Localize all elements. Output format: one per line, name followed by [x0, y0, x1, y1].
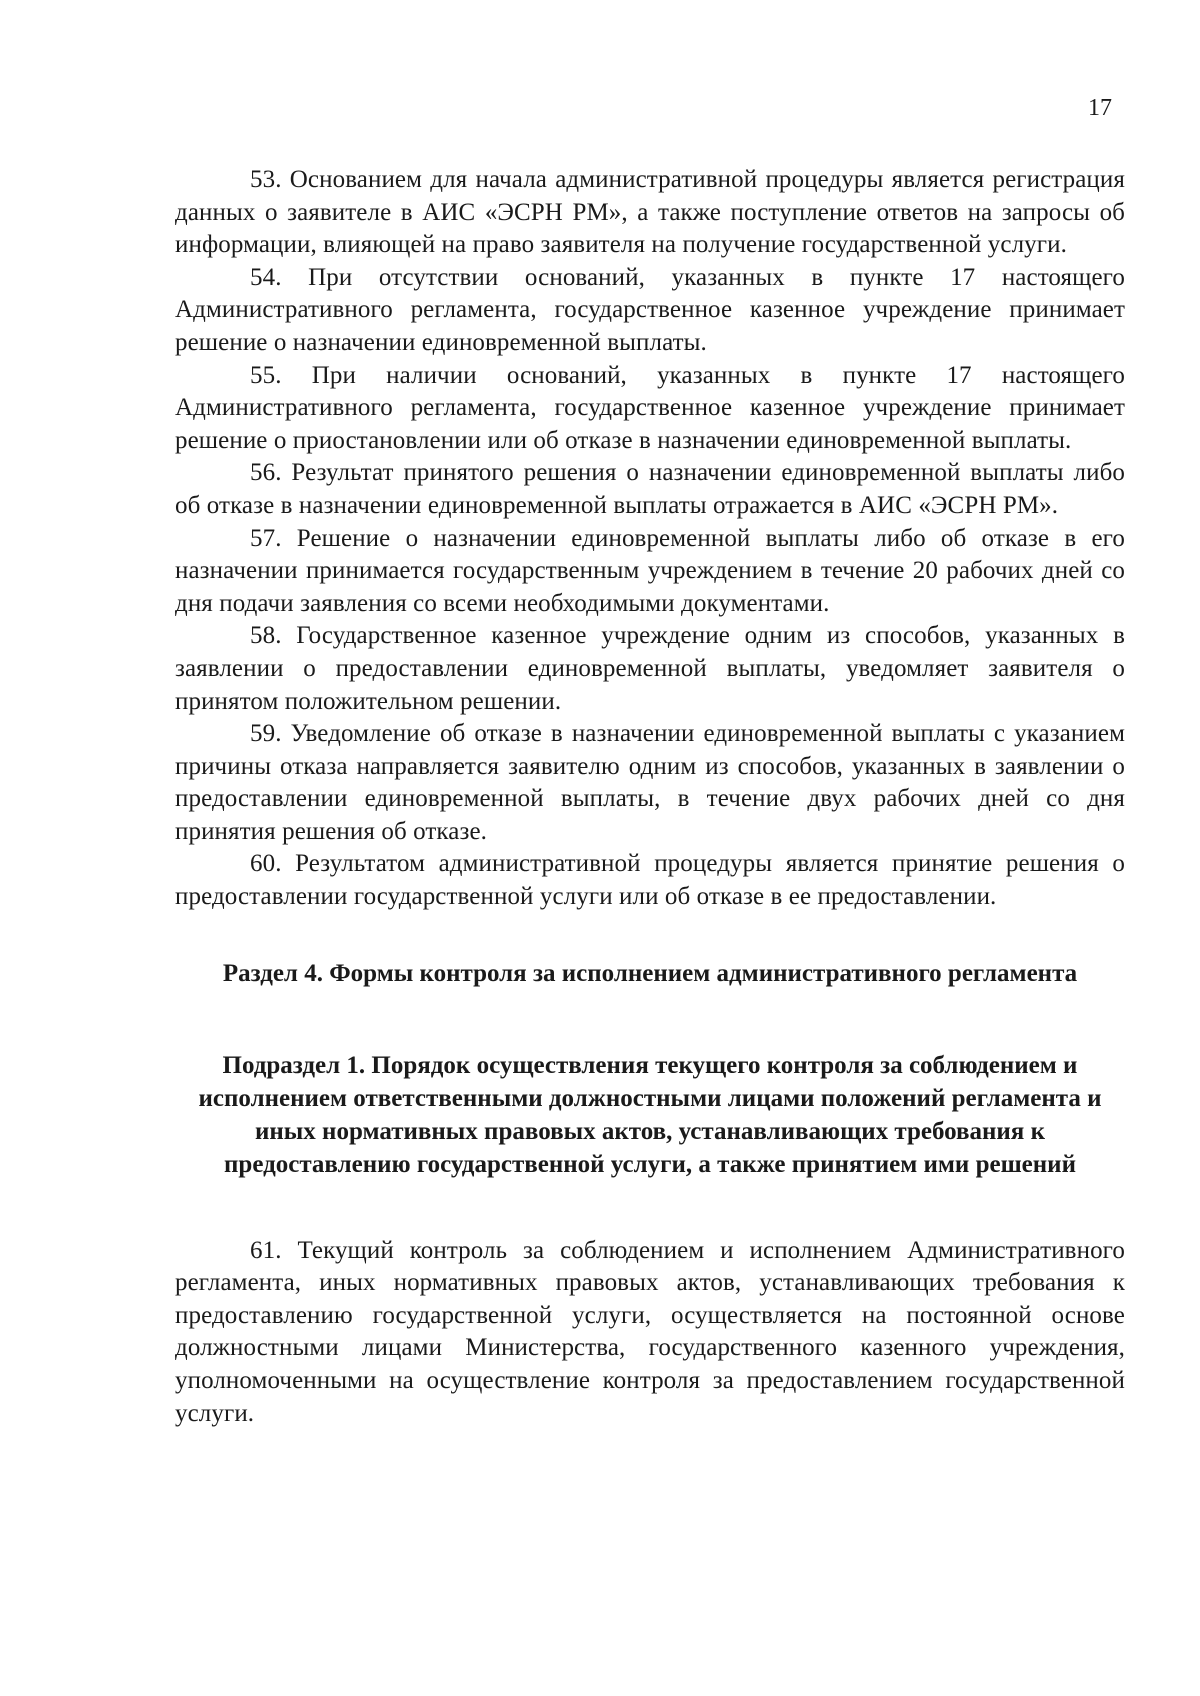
paragraph-54: 54. При отсутствии оснований, указанных в пункте 17 настоящего Административного регламента, государственное казенное учреждение принимает решение о назначении единовременной выплаты. — [175, 263, 1125, 356]
page-content — [175, 164, 1125, 1430]
paragraph-58: 58. Государственное казенное учреждение одним из способов, указанных в заявлении о предоставлении единовременной выплаты, уведомляет заявителя о принятом положительном решении. — [175, 622, 1125, 715]
page-number: 17 — [1088, 95, 1112, 121]
paragraph-60: 60. Результатом административной процедуры является принятие решения о предоставлении государственной услуги или об отказе в ее предоставлении. — [175, 850, 1125, 911]
paragraph-59: 59. Уведомление об отказе в назначении единовременной выплаты с указанием причины отказа направляется заявителю одним из способов, указанных в заявлении о предоставлении единовременной выплаты, в течение двух рабочих дней со дня принятия решения об отказе. — [175, 720, 1125, 845]
subsection-heading: Подраздел 1. Порядок осуществления текущего контроля за соблюдением и исполнением ответственными должностными лицами положений регламента и иных нормативных правовых актов, устанавливающих требования к предоставлению государственной услуги, а также принятием ими решений — [198, 1051, 1102, 1178]
paragraph-61: 61. Текущий контроль за соблюдением и исполнением Административного регламента, иных нормативных правовых актов, устанавливающих требования к предоставлению государственной услуги, осуществляется на постоянной основе должностными лицами Министерства, государственного казенного учреждения, уполномоченными на осуществление контроля за предоставлением государственной услуги. — [175, 1236, 1125, 1427]
paragraph-53: 53. Основанием для начала административной процедуры является регистрация данных о заявителе в АИС «ЭСРН РМ», а также поступление ответов на запросы об информации, влияющей на право заявителя на получение государственной услуги. — [175, 166, 1125, 259]
paragraph-57: 57. Решение о назначении единовременной выплаты либо об отказе в его назначении принимается государственным учреждением в течение 20 рабочих дней со дня подачи заявления со всеми необходимыми документами. — [175, 524, 1125, 617]
section-heading: Раздел 4. Формы контроля за исполнением административного регламента — [222, 959, 1078, 987]
paragraph-56: 56. Результат принятого решения о назначении единовременной выплаты либо об отказе в назначении единовременной выплаты отражается в АИС «ЭСРН РМ». — [175, 459, 1125, 519]
paragraph-55: 55. При наличии оснований, указанных в пункте 17 настоящего Административного регламента, государственное казенное учреждение принимает решение о приостановлении или об отказе в назначении единовременной выплаты. — [175, 361, 1125, 454]
